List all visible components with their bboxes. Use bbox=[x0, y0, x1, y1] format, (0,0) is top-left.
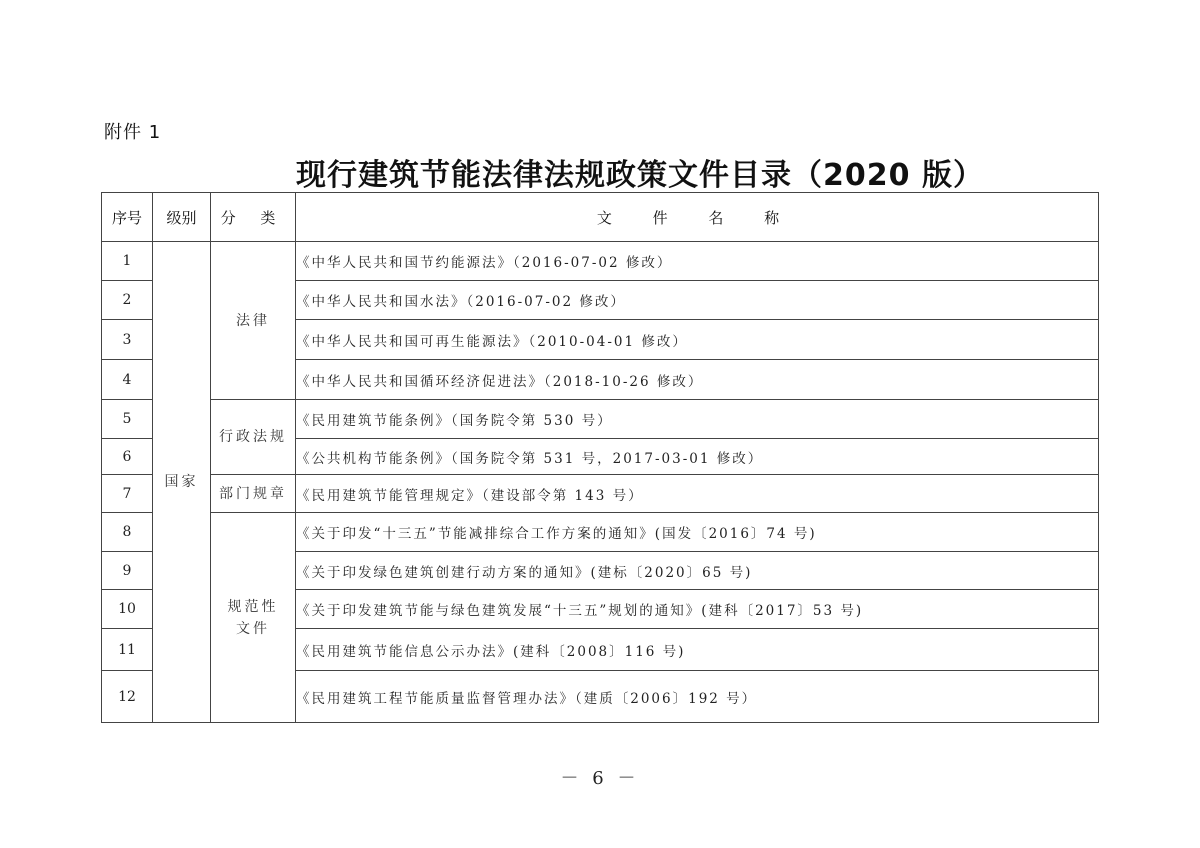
document-name: 《民用建筑工程节能质量监督管理办法》（建质〔2006〕192 号） bbox=[296, 671, 1099, 723]
table-row bbox=[102, 513, 1099, 552]
row-index: 9 bbox=[102, 552, 153, 590]
header-category: 分 类 bbox=[211, 193, 296, 242]
table-row bbox=[102, 475, 1099, 513]
document-name: 《民用建筑节能条例》（国务院令第 530 号） bbox=[296, 400, 1099, 439]
document-name: 《中华人民共和国可再生能源法》（2010-04-01 修改） bbox=[296, 320, 1099, 360]
document-title: 现行建筑节能法律法规政策文件目录（2020 版） bbox=[296, 158, 984, 193]
attachment-label: 附件 1 bbox=[104, 122, 162, 143]
document-name: 《关于印发绿色建筑创建行动方案的通知》(建标〔2020〕65 号) bbox=[296, 552, 1099, 590]
row-index: 7 bbox=[102, 475, 153, 513]
document-name: 《中华人民共和国循环经济促进法》（2018-10-26 修改） bbox=[296, 360, 1099, 400]
category-cell-administrative-regulation: 行政法规 bbox=[211, 400, 296, 475]
header-level: 级别 bbox=[153, 193, 211, 242]
document-name: 《中华人民共和国节约能源法》（2016-07-02 修改） bbox=[296, 242, 1099, 281]
page-number: － 6 － bbox=[560, 768, 640, 789]
row-index: 10 bbox=[102, 590, 153, 629]
row-index: 1 bbox=[102, 242, 153, 281]
document-name: 《关于印发“十三五”节能减排综合工作方案的通知》(国发〔2016〕74 号) bbox=[296, 513, 1099, 552]
category-label-line2: 文件 bbox=[236, 620, 270, 637]
header-index: 序号 bbox=[102, 193, 153, 242]
row-index: 12 bbox=[102, 671, 153, 723]
category-cell-law: 法律 bbox=[211, 242, 296, 400]
document-name: 《民用建筑节能管理规定》（建设部令第 143 号） bbox=[296, 475, 1099, 513]
row-index: 6 bbox=[102, 439, 153, 475]
document-name: 《公共机构节能条例》（国务院令第 531 号，2017-03-01 修改） bbox=[296, 439, 1099, 475]
category-cell-departmental-rule: 部门规章 bbox=[211, 475, 296, 513]
row-index: 4 bbox=[102, 360, 153, 400]
row-index: 3 bbox=[102, 320, 153, 360]
table-row bbox=[102, 242, 1099, 281]
row-index: 11 bbox=[102, 629, 153, 671]
header-document-name: 文 件 名 称 bbox=[296, 193, 1099, 242]
document-name: 《关于印发建筑节能与绿色建筑发展“十三五”规划的通知》(建科〔2017〕53 号) bbox=[296, 590, 1099, 629]
table-row bbox=[102, 400, 1099, 439]
level-cell: 国家 bbox=[153, 242, 211, 723]
row-index: 8 bbox=[102, 513, 153, 552]
regulation-catalog-table bbox=[101, 192, 1099, 723]
row-index: 5 bbox=[102, 400, 153, 439]
row-index: 2 bbox=[102, 281, 153, 320]
category-label-line1: 规范性 bbox=[227, 598, 279, 615]
table-header-row bbox=[102, 193, 1099, 242]
category-cell-normative-document bbox=[211, 513, 296, 723]
document-name: 《民用建筑节能信息公示办法》(建科〔2008〕116 号) bbox=[296, 629, 1099, 671]
document-name: 《中华人民共和国水法》（2016-07-02 修改） bbox=[296, 281, 1099, 320]
